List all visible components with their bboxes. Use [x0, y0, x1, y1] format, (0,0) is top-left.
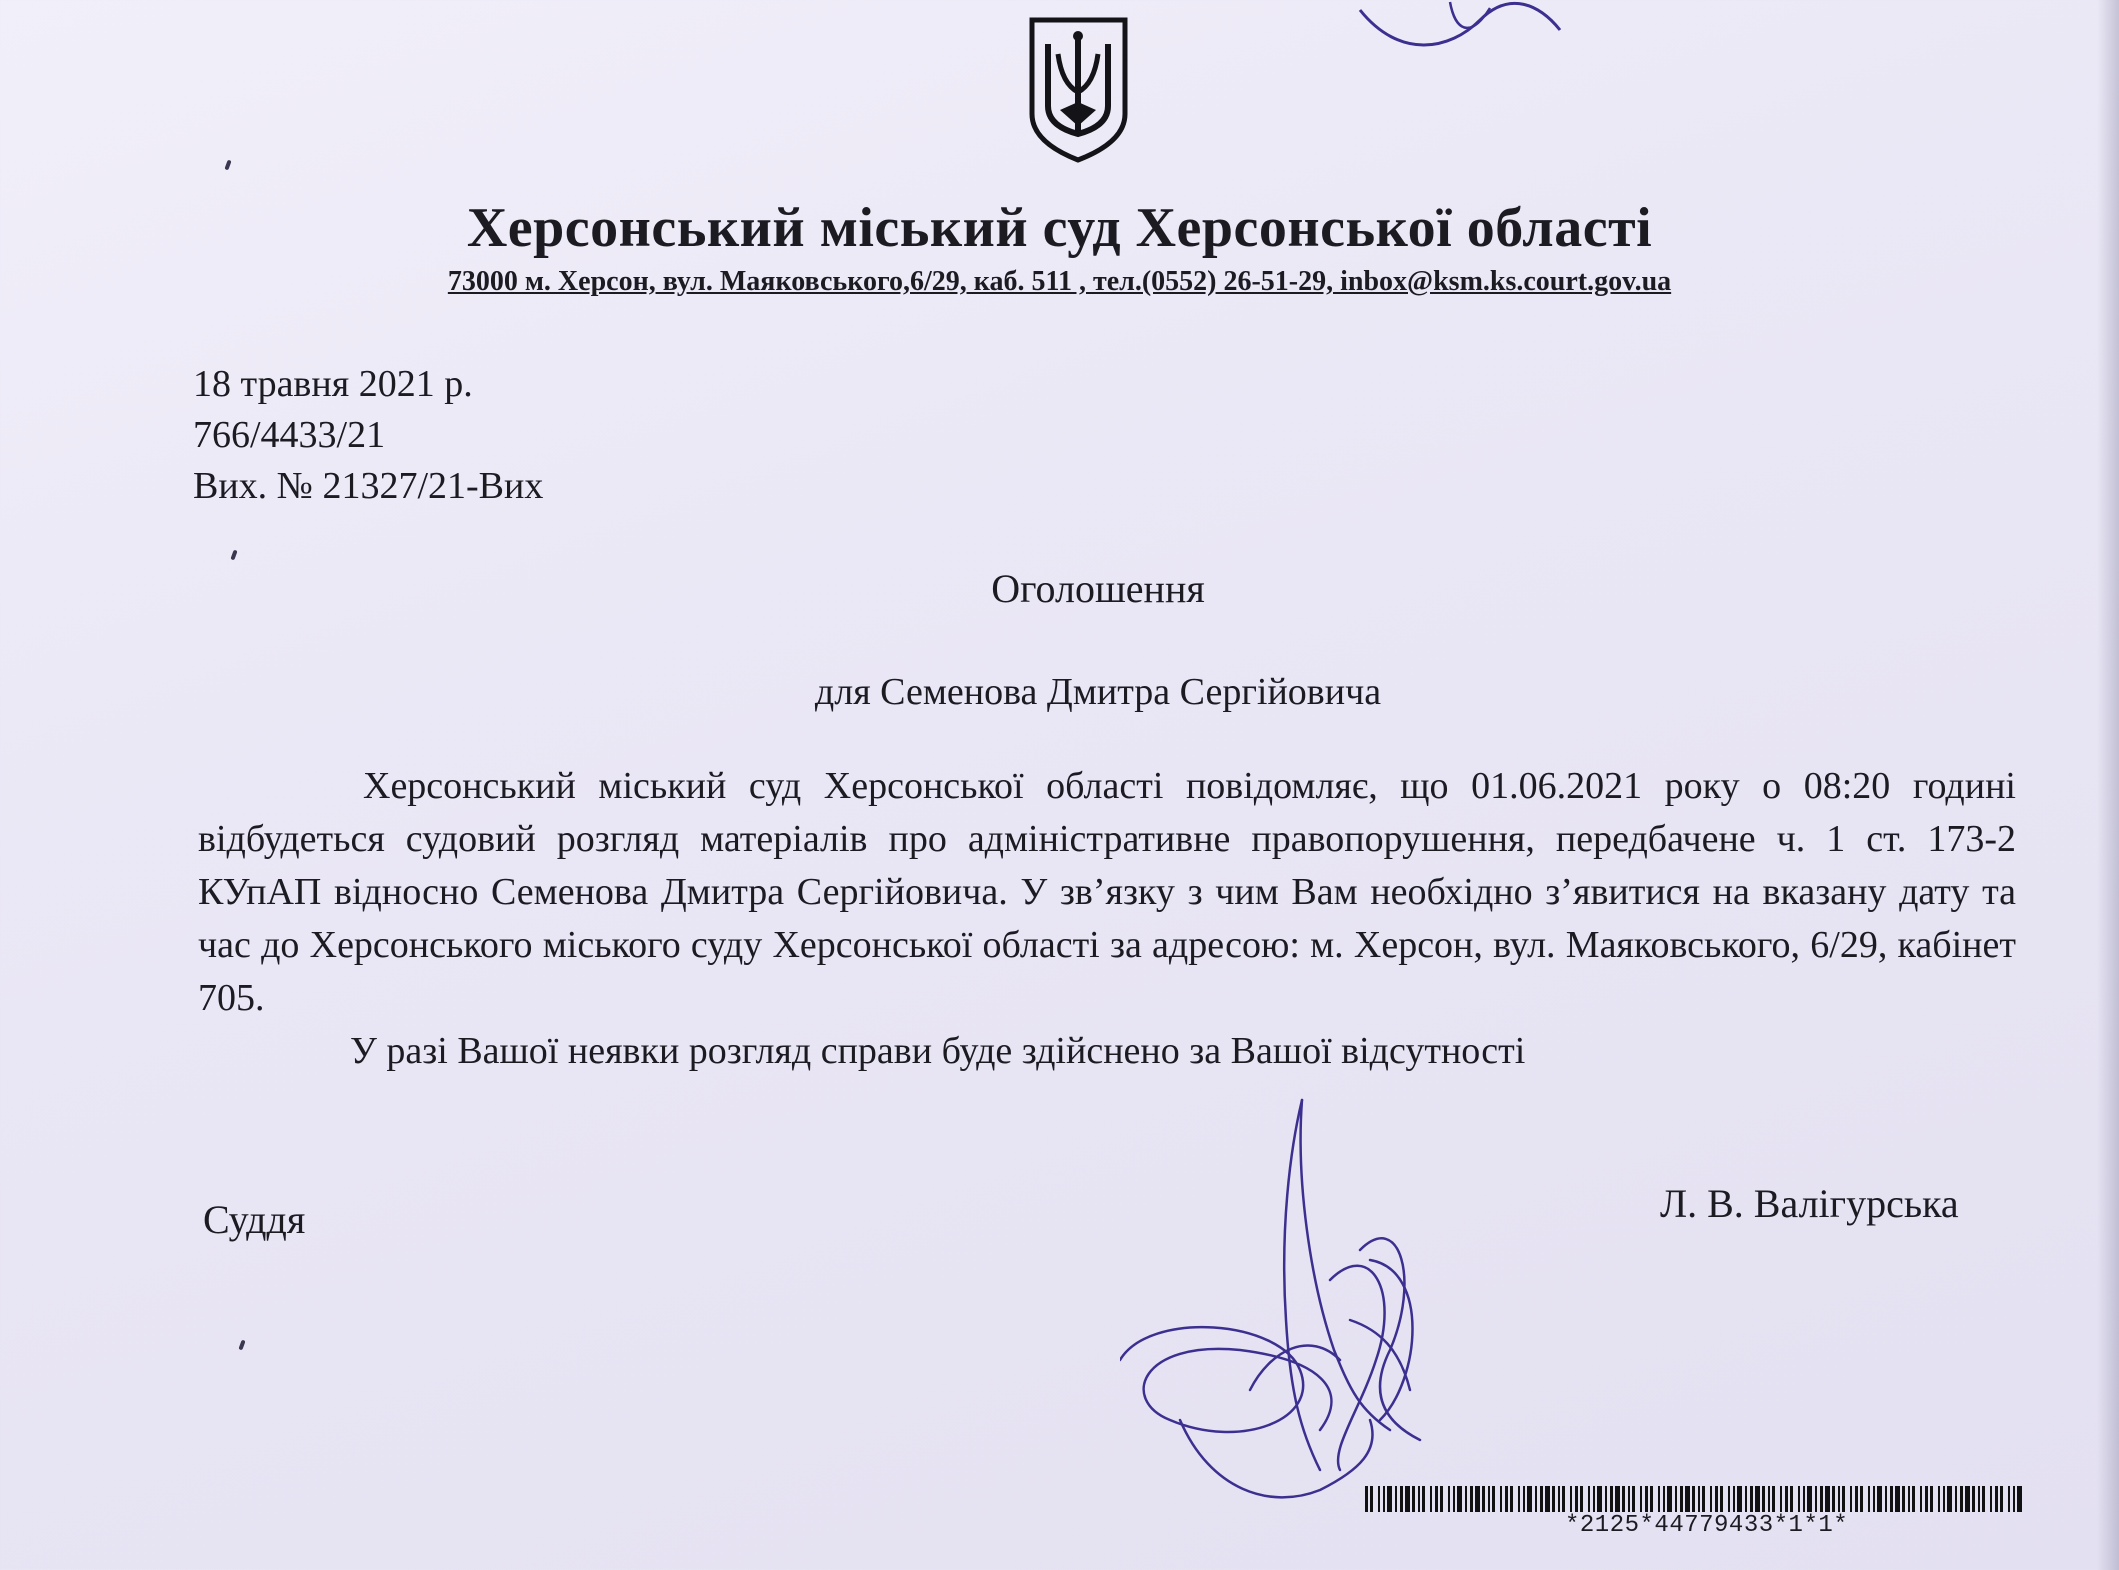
notice-title: Оголошення — [991, 566, 1205, 611]
court-name-heading: Херсонський міський суд Херсонської області — [466, 197, 1653, 259]
paper-speck — [238, 1340, 245, 1351]
handwritten-signature — [1120, 1090, 1450, 1510]
trident-emblem-icon — [1026, 14, 1131, 164]
court-address-line: 73000 м. Херсон, вул. Маяковського,6/29, каб. 511 , тел.(0552) 26-51-29, inbox@ksm.ks.court.gov.ua — [447, 266, 1672, 297]
paper-speck — [224, 160, 231, 171]
case-number: 766/4433/21 — [193, 414, 386, 456]
document-date: 18 травня 2021 р. — [193, 363, 473, 405]
barcode-number: *2125*44779433*1*1* — [1565, 1512, 1849, 1539]
signature-role: Суддя — [203, 1197, 306, 1242]
notice-paragraph-1: Херсонський міський суд Херсонської області повідомляє, що 01.06.2021 року о 08:20 годині відбудеться судовий розгляд матеріалів про адміністративне правопорушення, передбачене ч. 1 ст. 173-2 КУпАП відносно Семенова Дмитра Сергійовича. У зв’язку з чим Вам необхідно з’явитися на вказану дату та час до Херсонського міського суду Херсонської області за адресою: м. Херсон, вул. Маяковського, 6/29, кабінет 705. — [198, 765, 2016, 1019]
notice-addressee: для Семенова Дмитра Сергійовича — [814, 671, 1382, 713]
paper-speck — [230, 550, 237, 561]
pen-scribble-mark — [1340, 0, 1570, 55]
notice-paragraph-2: У разі Вашої неявки розгляд справи буде здійснено за Вашої відсутності — [350, 1030, 1526, 1072]
notice-body — [198, 760, 2016, 1078]
barcode-icon — [1365, 1486, 2025, 1512]
outgoing-number: Вих. № 21327/21-Вих — [193, 465, 544, 507]
signatory-name: Л. В. Валігурська — [1660, 1181, 1959, 1226]
